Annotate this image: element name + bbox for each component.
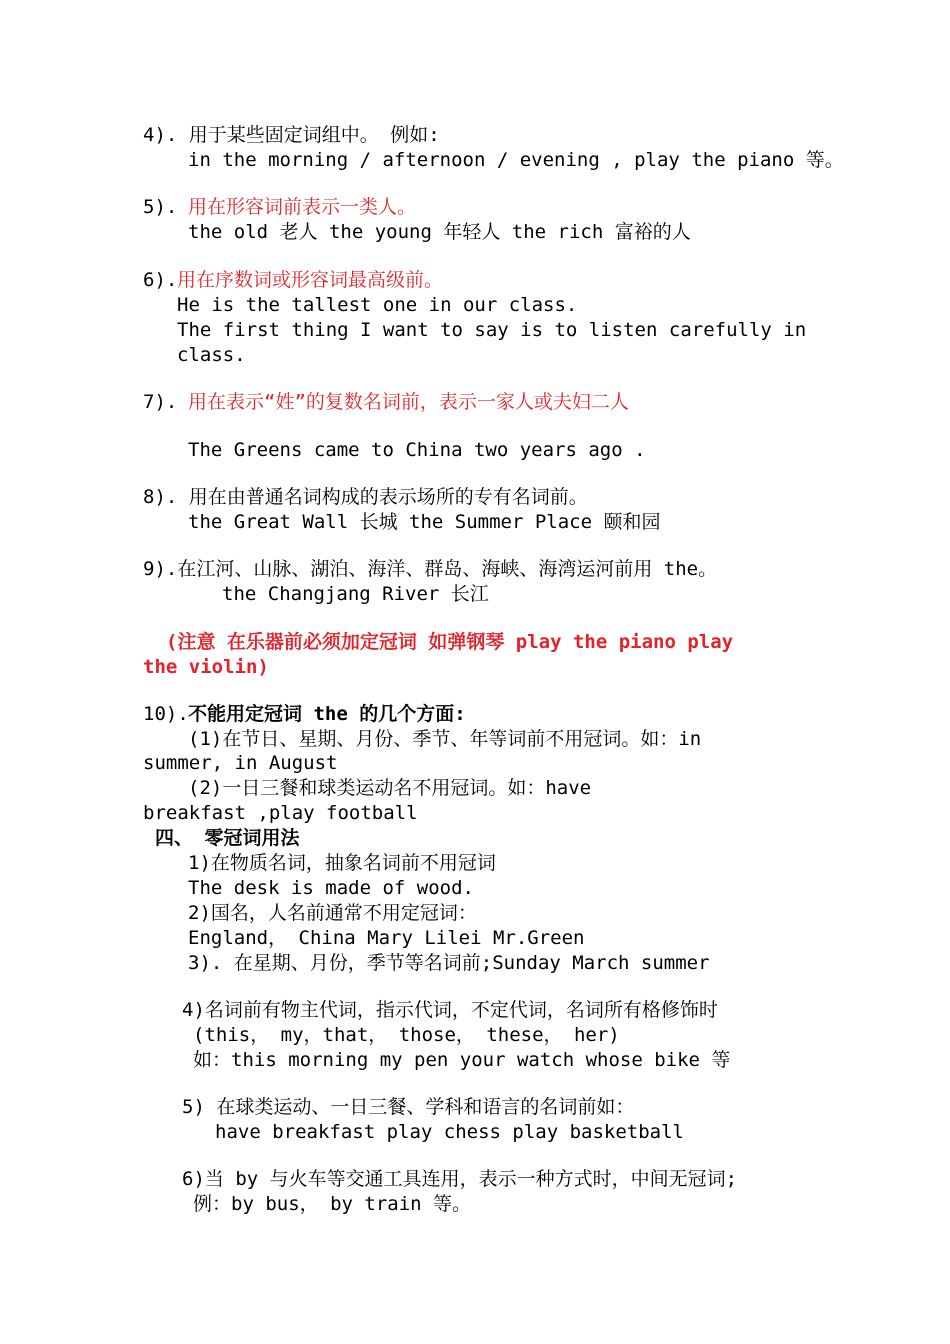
text-line: summer, in August [143,752,338,774]
text-line: 5). [143,196,189,218]
text-line: (2)一日三餐和球类运动名不用冠词。如：have [188,777,592,799]
text-line: (1)在节日、星期、月份、季节、年等词前不用冠词。如：in [188,728,702,750]
text-line: 7). [143,391,189,413]
text-line: 4)名词前有物主代词，指示代词，不定代词，名词所有格修饰时 [182,999,718,1021]
text-line: 例：by bus， by train 等。 [193,1193,472,1215]
text-line: 用在形容词前表示一类人。 [188,196,417,218]
text-line: 不能用定冠词 the 的几个方面: [188,703,466,725]
text-line: class. [177,344,246,366]
text-line: 5) 在球类运动、一日三餐、学科和语言的名词前如： [182,1096,635,1118]
text-line: He is the tallest one in our class. [177,294,578,316]
text-line: the old 老人 the young 年轻人 the rich 富裕的人 [188,221,691,243]
text-line: the Great Wall 长城 the Summer Place 颐和园 [188,511,661,533]
text-line: England， China Mary Lilei Mr.Green [188,927,585,949]
text-line: 1)在物质名词，抽象名词前不用冠词 [188,852,496,874]
text-line: 8). 用在由普通名词构成的表示场所的专有名词前。 [143,486,588,508]
text-line: 4). 用于某些固定词组中。 例如: [143,124,440,146]
text-line: 10). [143,703,189,725]
text-line: the Changjang River 长江 [222,583,489,605]
text-line: 6)当 by 与火车等交通工具连用，表示一种方式时，中间无冠词; [182,1168,738,1190]
text-line: 如：this morning my pen your watch whose bike 等 [193,1049,731,1071]
text-line: (注意 在乐器前必须加定冠词 如弹钢琴 play the piano play [166,631,734,653]
text-line: 用在序数词或形容词最高级前。 [177,269,444,291]
text-line: breakfast ,play football [143,802,418,824]
text-line: The first thing I want to say is to listen carefully in [177,319,807,341]
text-line: 6). [143,269,178,291]
text-line: 2)国名，人名前通常不用定冠词： [188,902,477,924]
text-line: (this， my，that， those， these， her) [193,1024,620,1046]
text-line: the violin) [143,656,269,678]
text-line: 用在表示“姓”的复数名词前，表示一家人或夫妇二人 [188,391,629,413]
text-line: The Greens came to China two years ago . [188,439,646,461]
text-line: have breakfast play chess play basketball [215,1121,684,1143]
text-line: The desk is made of wood. [188,877,474,899]
text-line: in the morning / afternoon / evening , play the piano 等。 [188,149,844,171]
text-line: 四、 零冠词用法 [155,827,300,849]
text-line: 9).在江河、山脉、湖泊、海洋、群岛、海峡、海湾运河前用 the。 [143,558,718,580]
text-line: 3). 在星期、月份，季节等名词前;Sunday March summer [188,952,710,974]
